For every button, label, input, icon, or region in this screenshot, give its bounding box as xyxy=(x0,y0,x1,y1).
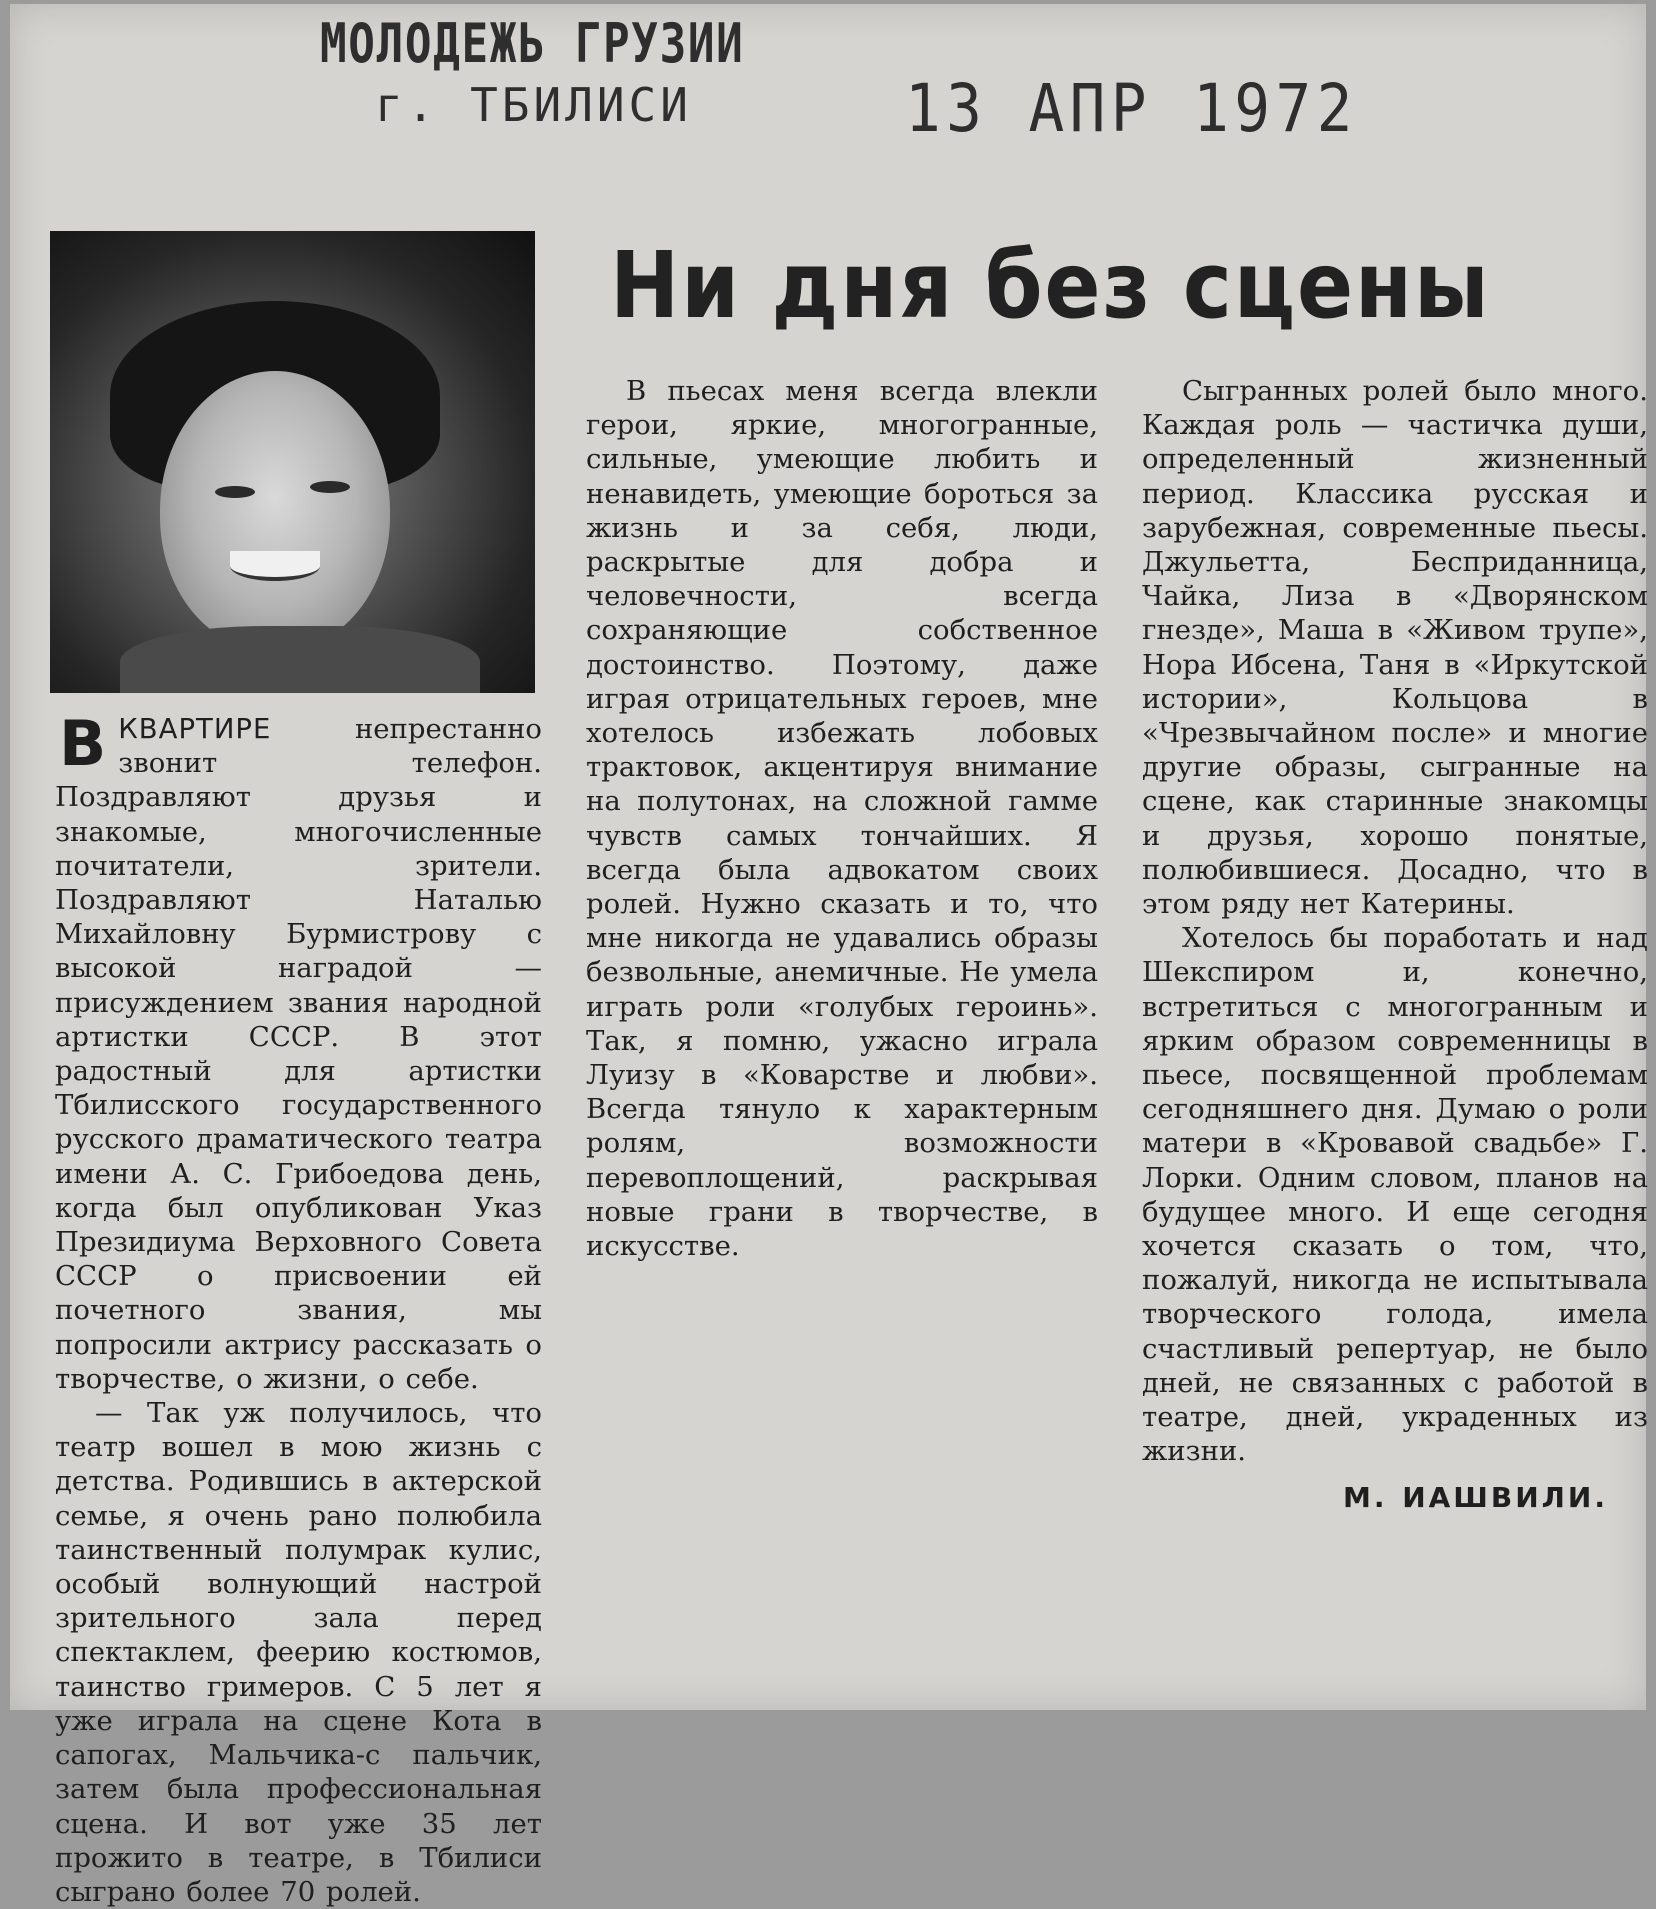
photo-left-eye xyxy=(215,486,255,498)
column-3 xyxy=(1142,374,1648,1515)
article-title: Ни дня без сцены xyxy=(610,232,1491,339)
lead-word: КВАРТИРЕ xyxy=(118,713,272,745)
paragraph-1-text: непрестанно звонит телефон. Поздравляют друзья и знакомые, многочисленные почитатели, зрители. Поздравляют Наталью Михайловну Бурмистрову с высокой наградой — присуждением звания народной артистки СССР. В этот радостный для артистки Тбилисского государственного русского драматического театра имени А. С. Грибоедова день, когда был опубликован Указ Президиума Верховного Совета СССР о присвоении ей почетного звания, мы попросили актрису рассказать о творчестве, о жизни, о себе. xyxy=(55,713,542,1395)
paragraph-1 xyxy=(55,707,542,1396)
drop-cap: В xyxy=(59,707,107,780)
column-1 xyxy=(55,707,542,1909)
paragraph-5: Хотелось бы поработать и над Шекспиром и, конечно, встретиться с многогранным и ярким образом современницы в пьесе, посвященной проблемам сегодняшнего дня. Думаю о роли матери в «Кровавой свадьбе» Г. Лорки. Одним словом, планов на будущее много. И еще сегодня хочется сказать о том, что, пожалуй, никогда не испытывала творческого голода, имела счастливый репертуар, не было дней, не связанных с работой в театре, дней, украденных из жизни. xyxy=(1142,922,1648,1468)
paragraph-2: — Так уж получилось, что театр вошел в мою жизнь с детства. Родившись в актерской семье, я очень рано полюбила таинственный полумрак кулис, особый волнующий настрой зрительного зала перед спектаклем, феерию костюмов, таинство гримеров. С 5 лет я уже играла на сцене Кота в сапогах, Мальчика-с пальчик, затем была профессиональная сцена. И вот уже 35 лет прожито в театре, в Тбилиси сыграно более 70 ролей. xyxy=(55,1397,542,1908)
newspaper-name-stamp: МОЛОДЕЖЬ ГРУЗИИ xyxy=(320,12,745,75)
date-stamp: 13 АПР 1972 xyxy=(905,70,1358,147)
author-signature: М. ИАШВИЛИ. xyxy=(1342,1480,1608,1514)
city-stamp: г. ТБИЛИСИ xyxy=(375,78,692,132)
photo-smile xyxy=(230,551,320,581)
paragraph-4: Сыгранных ролей было много. Каждая роль — частичка души, определенный жизненный период. Классика русская и зарубежная, современные пьесы. Джульетта, Бесприданница, Чайка, Лиза в «Дворянском гнезде», Маша в «Живом трупе», Нора Ибсена, Таня в «Иркутской истории», Кольцова в «Чрезвычайном после» и многие другие образы, сыгранные на сцене, как старинные знакомцы и друзья, хорошо понятые, полюбившиеся. Досадно, что в этом ряду нет Катерины. xyxy=(1142,375,1648,921)
paragraph-3: В пьесах меня всегда влекли герои, яркие, многогранные, сильные, умеющие любить и ненавидеть, умеющие бороться за жизнь и за себя, люди, раскрытые для добра и человечности, всегда сохраняющие собственное достоинство. Поэтому, даже играя отрицательных героев, мне хотелось избежать лобовых трактовок, акцентируя внимание на полутонах, на сложной гамме чувств самых тончайших. Я всегда была адвокатом своих ролей. Нужно сказать и то, что мне никогда не удавались образы безвольные, анемичные. Не умела играть роли «голубых героинь». Так, я помню, ужасно играла Луизу в «Коварстве и любви». Всегда тянуло к характерным ролям, возможности перевоплощений, раскрывая новые грани в творчестве, в искусстве. xyxy=(586,375,1098,1263)
photo-face xyxy=(160,371,390,651)
photo-right-eye xyxy=(310,481,350,493)
portrait-photo xyxy=(50,231,535,693)
column-2 xyxy=(586,374,1098,1263)
photo-collar xyxy=(120,626,480,693)
newspaper-clipping xyxy=(10,4,1648,1908)
